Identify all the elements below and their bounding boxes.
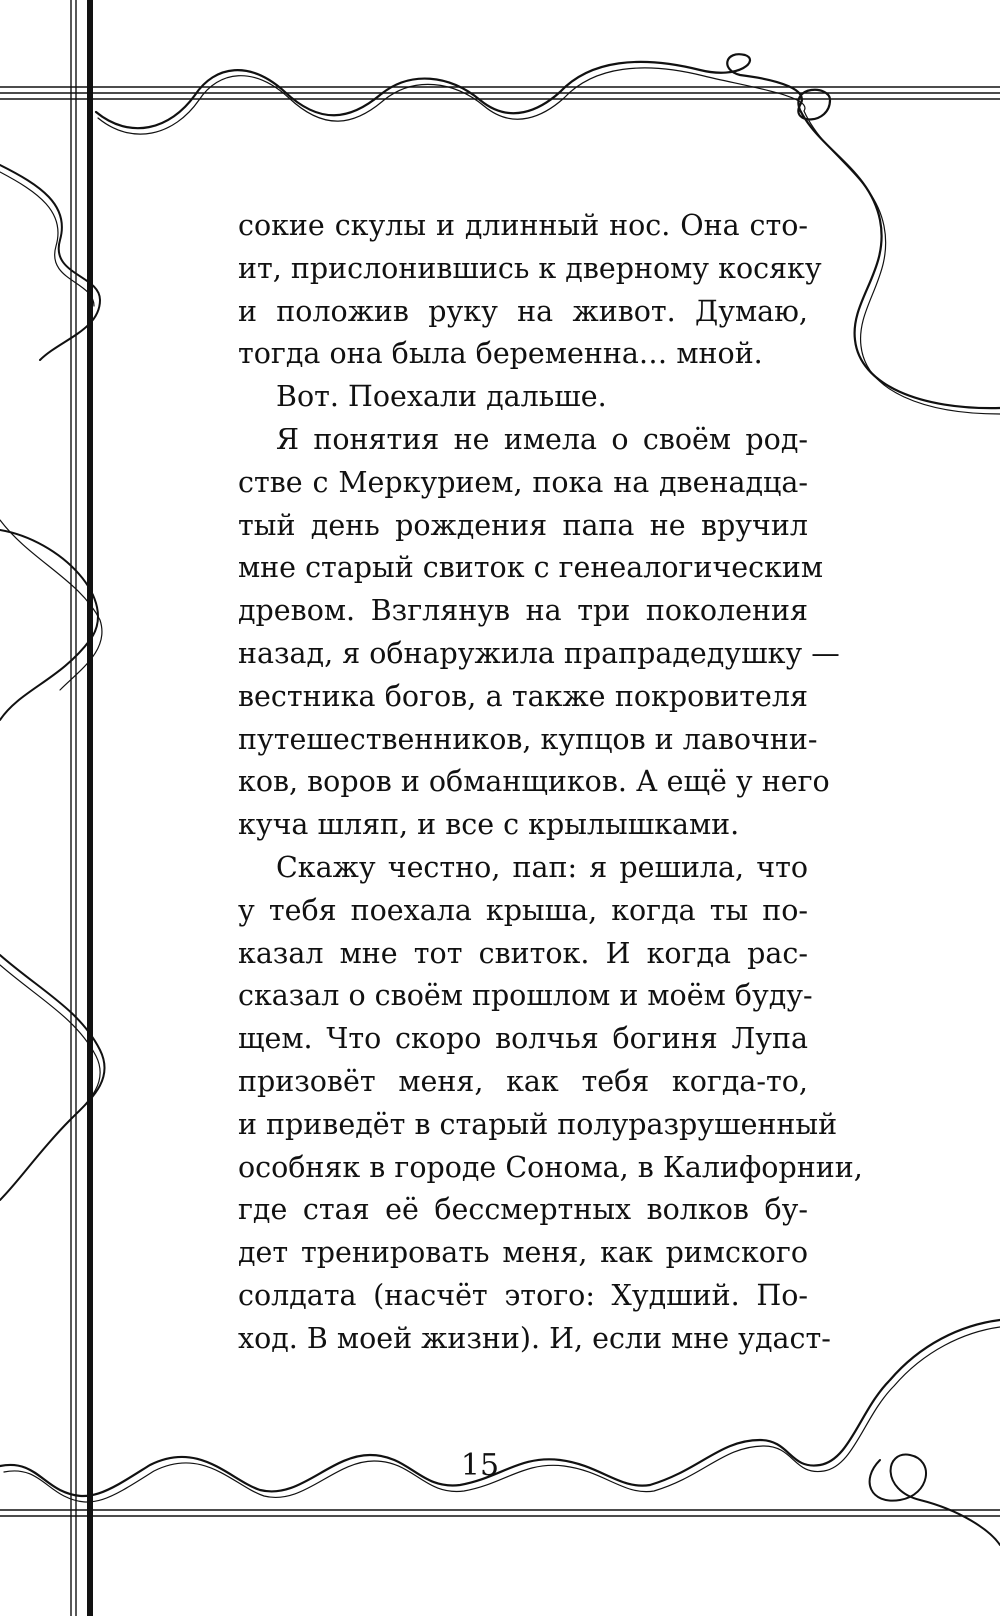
text-line: тогда она была беременна… мной. <box>238 337 763 371</box>
text-line: где стая её бессмертных волков бу- <box>238 1193 808 1227</box>
text-line: щем. Что скоро волчья богиня Лупа <box>238 1022 808 1056</box>
text-line: дет тренировать меня, как римского <box>238 1236 808 1270</box>
text-line: стве с Меркурием, пока на двенадца- <box>238 465 808 499</box>
text-line: казал мне тот свиток. И когда рас- <box>238 936 808 970</box>
text-line: сокие скулы и длинный нос. Она сто- <box>238 209 808 242</box>
text-line: ков, воров и обманщиков. А ещё у него <box>238 765 830 799</box>
text-line: особняк в городе Сонома, в Калифорнии, <box>238 1150 863 1184</box>
body-text <box>238 205 863 1361</box>
text-line: ход. В моей жизни). И, если мне удаст- <box>238 1321 831 1355</box>
text-line: солдата (насчёт этого: Худший. По- <box>238 1278 808 1312</box>
text-line: ит, прислонившись к дверному косяку <box>238 251 822 285</box>
text-line: Вот. Поехали дальше. <box>276 380 607 414</box>
text-line: и приведёт в старый полуразрушенный <box>238 1107 838 1141</box>
text-line: у тебя поехала крыша, когда ты по- <box>238 893 808 927</box>
text-line: мне старый свиток с генеалогическим <box>238 551 824 585</box>
text-line: и положив руку на живот. Думаю, <box>238 294 808 328</box>
text-line: древом. Взглянув на три поколения <box>238 594 808 628</box>
text-line: тый день рождения папа не вручил <box>238 508 808 542</box>
text-line: сказал о своём прошлом и моём буду- <box>238 979 813 1013</box>
text-line: Скажу честно, пап: я решила, что <box>276 850 808 884</box>
text-line: Я понятия не имела о своём род- <box>276 422 808 456</box>
text-line: куча шляп, и все с крылышками. <box>238 808 740 842</box>
text-line: путешественников, купцов и лавочни- <box>238 722 818 756</box>
text-line: вестника богов, а также покровителя <box>238 679 808 713</box>
text-line: призовёт меня, как тебя когда-то, <box>238 1064 808 1098</box>
text-line: назад, я обнаружила прапрадедушку — <box>238 636 840 670</box>
page-number: 15 <box>460 1448 500 1483</box>
